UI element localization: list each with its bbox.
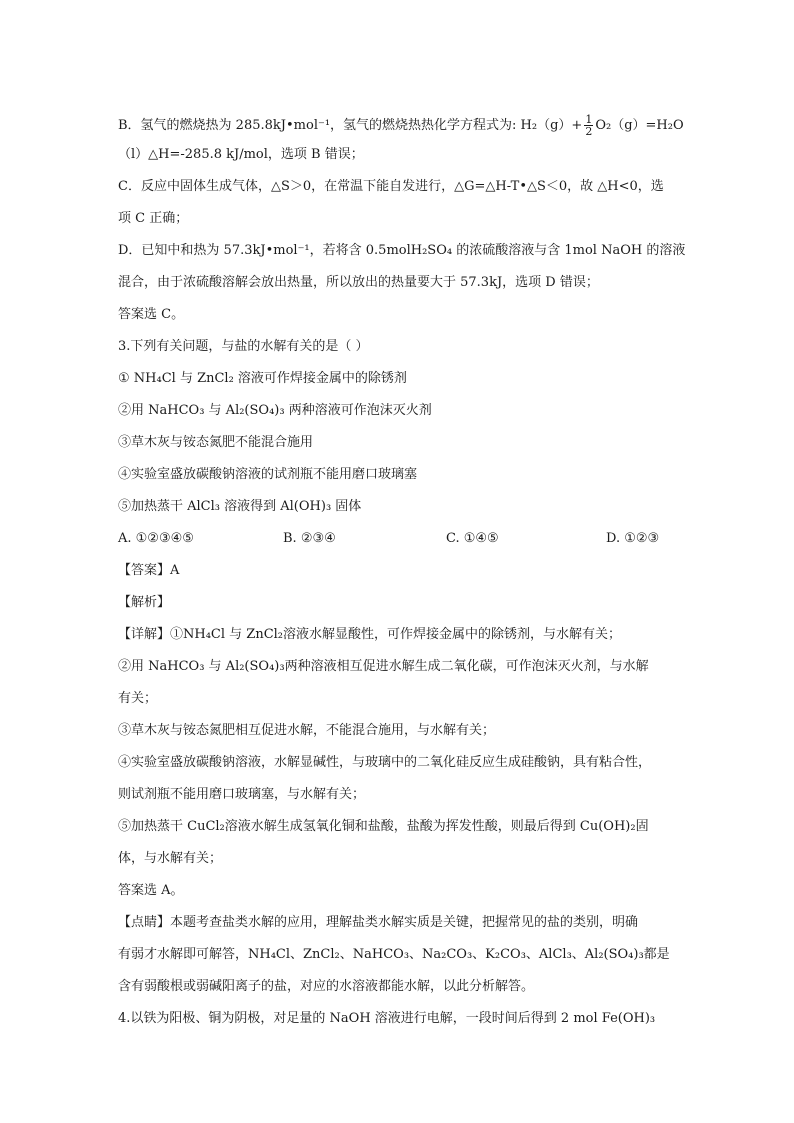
text-line — [118, 946, 670, 964]
text-line — [118, 242, 685, 260]
line-text: ⑤加热蒸干 CuCl₂溶液水解生成氢氧化铜和盐酸，盐酸为挥发性酸，则最后得到 Cu(OH)₂固 — [118, 819, 649, 834]
text-line — [118, 626, 621, 644]
option-A: A. ①②③④⑤ — [118, 531, 194, 546]
text-line — [118, 786, 365, 804]
line-text: ②用 NaHCO₃ 与 Al₂(SO₄)₃两种溶液相互促进水解生成二氧化碳，可作泡沫灭火剂，与水解 — [118, 659, 649, 674]
line-text: ④实验室盛放碳酸钠溶液的试剂瓶不能用磨口玻璃塞 — [118, 467, 418, 482]
line-text-tail: O₂（g）=H₂O — [595, 118, 684, 133]
line-text: ②用 NaHCO₃ 与 Al₂(SO₄)₃ 两种溶液可作泡沫灭火剂 — [118, 403, 432, 418]
line-text: 含有弱酸根或弱碱阳离子的盐，对应的水溶液都能水解，以此分析解答。 — [118, 979, 535, 994]
text-line — [118, 914, 638, 932]
line-text: 4.以铁为阳极、铜为阴极，对足量的 NaOH 溶液进行电解，一段时间后得到 2 mol Fe(OH)₃ — [118, 1011, 656, 1026]
line-text: ① NH₄Cl 与 ZnCl₂ 溶液可作焊接金属中的除锈剂 — [118, 371, 407, 386]
line-text: B．氢气的燃烧热为 285.8kJ•mol⁻¹，氢气的燃烧热热化学方程式为: H₂（g）+ — [118, 118, 583, 133]
line-text: 则试剂瓶不能用磨口玻璃塞，与水解有关； — [118, 787, 366, 802]
fraction — [584, 114, 593, 137]
line-text: 有弱才水解即可解答，NH₄Cl、ZnCl₂、NaHCO₃、Na₂CO₃、K₂CO₃、AlCl₃、Al₂(SO₄)₃都是 — [118, 947, 670, 962]
text-line — [118, 690, 157, 708]
text-line — [118, 210, 188, 228]
line-text: 【解析】 — [118, 595, 171, 610]
option-C: C. ①④⑤ — [446, 531, 499, 546]
line-text: 有关； — [118, 691, 158, 706]
text-line — [118, 306, 184, 324]
text-line — [118, 562, 179, 580]
line-text: 答案选 C。 — [118, 307, 185, 322]
line-text: （l）△H=-285.8 kJ/mol，选项 B 错误； — [118, 147, 364, 162]
text-line — [118, 178, 664, 196]
line-text: 【点睛】本题考查盐类水解的应用，理解盐类水解实质是关键，把握常见的盐的类别，明确 — [118, 915, 639, 930]
text-line — [118, 146, 364, 164]
text-line — [118, 466, 417, 484]
line-text: 体，与水解有关； — [118, 851, 223, 866]
text-line — [118, 850, 222, 868]
line-text: 【详解】①NH₄Cl 与 ZnCl₂溶液水解显酸性，可作焊接金属中的除锈剂，与水解有关； — [118, 627, 622, 642]
option-D: D. ①②③ — [606, 531, 660, 546]
text-line — [118, 658, 649, 676]
line-text: ③草木灰与铵态氮肥不能混合施用 — [118, 435, 314, 450]
text-line — [118, 370, 407, 388]
text-line — [118, 498, 361, 516]
text-line — [118, 114, 684, 137]
text-line — [118, 1010, 655, 1028]
text-line — [118, 594, 170, 612]
line-text: ⑤加热蒸干 AlCl₃ 溶液得到 Al(OH)₃ 固体 — [118, 499, 362, 514]
line-text: C．反应中固体生成气体，△S＞0，在常温下能自发进行，△G=△H-T•△S＜0，故 △H<0，选 — [118, 179, 664, 194]
text-line — [118, 338, 369, 356]
line-text: ③草木灰与铵态氮肥相互促进水解，不能混合施用，与水解有关； — [118, 723, 496, 738]
fraction-denominator: 2 — [585, 125, 593, 138]
line-text: 项 C 正确； — [118, 211, 189, 226]
text-line — [118, 754, 651, 772]
text-line — [118, 274, 599, 292]
line-text: D．已知中和热为 57.3kJ•mol⁻¹，若将含 0.5molH₂SO₄ 的浓硫酸溶液与含 1mol NaOH 的溶液 — [118, 243, 686, 258]
line-text: 3.下列有关问题，与盐的水解有关的是（ ） — [118, 339, 369, 354]
fraction-numerator: 1 — [585, 113, 593, 126]
text-line — [118, 818, 649, 836]
line-text: 【答案】A — [118, 563, 180, 578]
line-text: ④实验室盛放碳酸钠溶液，水解显碱性，与玻璃中的二氧化硅反应生成硅酸钠，具有粘合性， — [118, 755, 652, 770]
line-text: 混合，由于浓硫酸溶解会放出热量，所以放出的热量要大于 57.3kJ，选项 D 错误； — [118, 275, 599, 290]
text-line — [118, 434, 313, 452]
text-line — [118, 978, 534, 996]
text-line — [118, 402, 432, 420]
text-line — [118, 722, 495, 740]
text-line — [118, 882, 184, 900]
option-B: B. ②③④ — [283, 531, 336, 546]
line-text: 答案选 A。 — [118, 883, 184, 898]
